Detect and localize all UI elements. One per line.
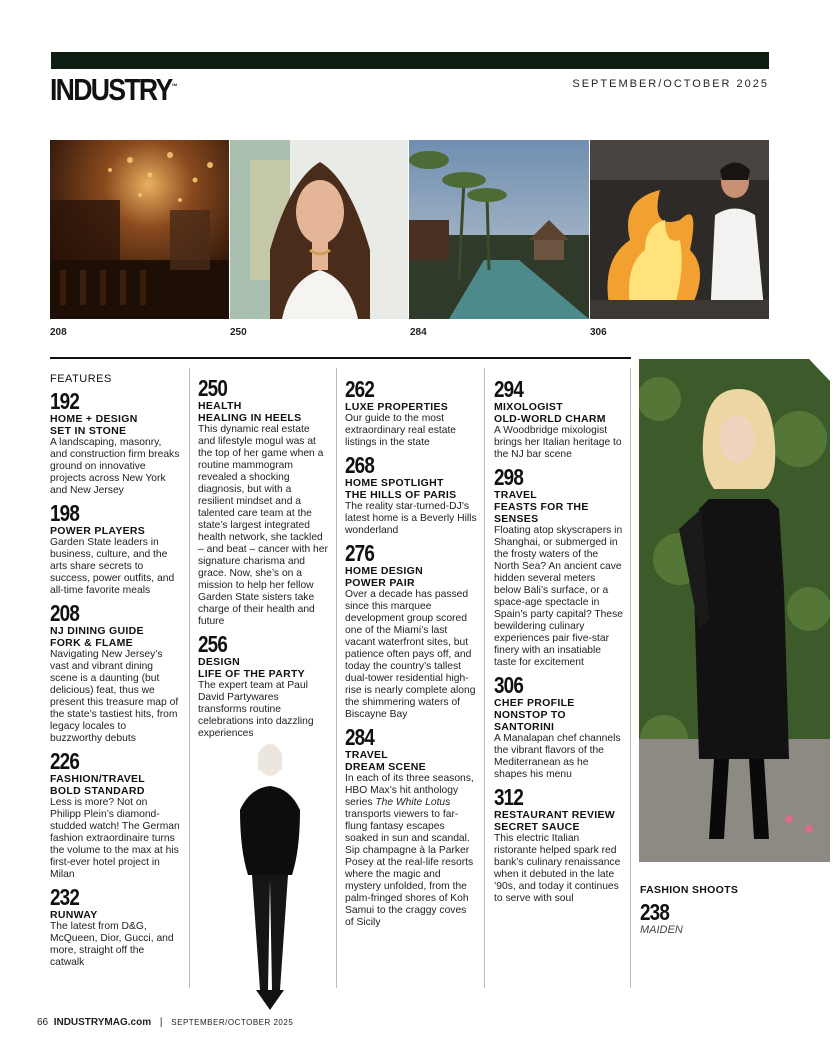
toc-entry[interactable] [50, 601, 180, 745]
toc-column-3 [345, 373, 477, 931]
toc-entry[interactable] [345, 541, 477, 721]
entry-description: A Manalapan chef channels the vibrant flavors of the Mediterranean as he shapes his menu [494, 733, 621, 780]
magazine-logo: INDUSTRY™ [50, 72, 178, 107]
entry-category: FASHION/TRAVEL [50, 773, 146, 785]
entry-title: DREAM SCENE [345, 761, 426, 773]
entry-description: Navigating New Jersey’s vast and vibrant dining scene is a daunting (but delicious) feat, thus we present this treasure map of the state’s tastiest hits, from legacy locales to buzzworthy debuts [50, 649, 179, 744]
entry-title: BOLD STANDARD [50, 785, 145, 797]
toc-entry[interactable] [494, 465, 624, 669]
page-number: 226 [50, 748, 80, 774]
page-number: 262 [345, 376, 375, 402]
toc-column-2 [198, 372, 328, 742]
entry-category: TRAVEL [345, 749, 389, 761]
section-rule [50, 357, 631, 359]
entry-category: NJ DINING GUIDE [50, 625, 144, 637]
page-number: 294 [494, 376, 524, 402]
entry-category: TRAVEL [494, 489, 538, 501]
folio-number: 66 [37, 1017, 49, 1028]
page-number: 232 [50, 884, 80, 910]
photo-page-number: 284 [410, 327, 427, 338]
entry-description: This dynamic real estate and lifestyle mogul was at the top of her game when a routine mammogram revealed a shocking diagnosis, but with a resilient mindset and a talented care team at the state’s largest integrated health network, she tackled – and beat – cancer with her signature charisma and grace. Now, she’s on a mission to help her fellow Garden State sisters take charge of their health and future [198, 424, 328, 627]
entry-title: HEALING IN HEELS [198, 412, 302, 424]
page-number: 268 [345, 452, 375, 478]
entry-title: RUNWAY [50, 909, 98, 921]
toc-entry[interactable] [50, 749, 180, 881]
entry-title: FEASTS FOR THE SENSES [494, 501, 589, 525]
entry-category: HEALTH [198, 400, 242, 412]
toc-entry[interactable] [345, 453, 477, 537]
toc-entry[interactable] [494, 785, 624, 905]
site-link[interactable]: INDUSTRYMAG.com [53, 1017, 152, 1028]
toc-entry[interactable] [50, 501, 180, 597]
footer-issue: SEPTEMBER/OCTOBER 2025 [171, 1018, 294, 1027]
entry-description: The expert team at Paul David Partywares transforms routine celebrations into dazzling experiences [198, 680, 314, 739]
fashion-shoots-label: FASHION SHOOTS [640, 884, 739, 896]
page-number: 276 [345, 540, 375, 566]
photo-page-number: 208 [50, 327, 67, 338]
entry-title: FORK & FLAME [50, 637, 133, 649]
fashion-shoot-photo [639, 359, 830, 862]
page-number: 306 [494, 672, 524, 698]
bar-interior-photo [50, 140, 229, 319]
entry-description: Less is more? Not on Philipp Plein’s diamond-studded watch! The German fashion extraordinaire turns the volume to the max at his first-ever hotel project in Milan [50, 797, 180, 880]
entry-category: HOME SPOTLIGHT [345, 477, 444, 489]
page-number: 256 [198, 631, 228, 657]
entry-title: POWER PAIR [345, 577, 415, 589]
toc-entry[interactable] [494, 673, 624, 781]
toc-entry[interactable] [494, 377, 624, 461]
photo-page-number: 250 [230, 327, 247, 338]
entry-title: POWER PLAYERS [50, 525, 146, 537]
portrait-woman-photo [230, 140, 408, 319]
column-divider [484, 368, 485, 988]
entry-description: A Woodbridge mixologist brings her Italian heritage to the NJ bar scene [494, 425, 622, 460]
entry-category: DESIGN [198, 656, 241, 668]
toc-entry[interactable] [198, 632, 328, 740]
entry-title: SET IN STONE [50, 425, 127, 437]
entry-description: The latest from D&G, McQueen, Dior, Gucci, and more, straight off the catwalk [50, 921, 174, 968]
entry-description: The reality star-turned-DJ’s latest home is a Beverly Hills wonderland [345, 501, 477, 536]
entry-description: Over a decade has passed since this marquee development group scored one of the Miami’s last vacant waterfront sites, but patience often pays off, and today the country’s tallest dual-tower residential high-rise is nearly complete along the shimmering waters of Biscayne Bay [345, 589, 476, 720]
photo-page-number: 306 [590, 327, 607, 338]
entry-title: LUXE PROPERTIES [345, 401, 449, 413]
entry-title[interactable]: MAIDEN [640, 924, 683, 936]
page-number: 198 [50, 500, 80, 526]
entry-title: LIFE OF THE PARTY [198, 668, 305, 680]
page-number: 298 [494, 464, 524, 490]
entry-title: THE HILLS OF PARIS [345, 489, 457, 501]
entry-category: HOME DESIGN [345, 565, 423, 577]
entry-category: MIXOLOGIST [494, 401, 563, 413]
header-bar [51, 52, 769, 69]
toc-entry[interactable] [345, 377, 477, 449]
page-number: 208 [50, 600, 80, 626]
page-number: 192 [50, 388, 80, 414]
page-number: 284 [345, 724, 375, 750]
toc-entry[interactable] [198, 376, 328, 628]
page-number: 250 [198, 375, 228, 401]
entry-description: A landscaping, masonry, and construction firm breaks ground on innovative projects across New York and New Jersey [50, 437, 180, 496]
toc-entry[interactable] [345, 725, 477, 929]
fashion-model-photo [230, 740, 310, 1015]
entry-title: CHEF PROFILE [494, 697, 575, 709]
entry-title: RESTAURANT REVIEW [494, 809, 615, 821]
entry-description: Our guide to the most extraordinary real estate listings in the state [345, 413, 457, 448]
entry-description: Garden State leaders in business, culture, and the arts share secrets to success, power outfits, and all-time favorite meals [50, 537, 175, 596]
page-number: 312 [494, 784, 524, 810]
footer-separator: | [159, 1017, 163, 1028]
resort-pool-photo [409, 140, 589, 319]
toc-column-4 [494, 373, 624, 907]
entry-description: This electric Italian ristorante helped spark red bank’s culinary renaissance when it debuted in the late ’90s, and today it continues to serve with soul [494, 833, 621, 904]
page-footer [37, 1017, 293, 1028]
entry-category: HOME + DESIGN [50, 413, 138, 425]
entry-subtitle: SECRET SAUCE [494, 821, 580, 833]
column-divider [630, 368, 631, 988]
toc-entry[interactable] [50, 885, 180, 969]
page-number: 238 [640, 899, 670, 925]
entry-subtitle: NONSTOP TO SANTORINI [494, 709, 566, 733]
toc-entry[interactable] [50, 389, 180, 497]
column-divider [189, 368, 190, 988]
chef-flambe-photo [590, 140, 769, 319]
entry-title: OLD-WORLD CHARM [494, 413, 606, 425]
entry-description: Floating atop skyscrapers in Shanghai, or submerged in the frosty waters of the North Sea? An ancient cave hidden several meters below Bali’s surface, or a space-age spectacle in Spain’s party capital? These bewildering culinary experiences pair five-star finery with an insatiable taste for excitement [494, 525, 623, 668]
issue-date: SEPTEMBER/OCTOBER 2025 [572, 78, 769, 90]
toc-column-1 [50, 373, 180, 971]
column-divider [336, 368, 337, 988]
entry-description: In each of its three seasons, HBO Max’s hit anthology series The White Lotus transports viewers to far-flung fantasy escapes soaked in sun and scandal. Sip champagne à la Parker Posey at the real-life resorts where the magic and mystery unfolded, from the palm-fringed shores of Koh Samui to the craggy coves of Sicily [345, 773, 474, 928]
section-heading: FEATURES [50, 373, 112, 385]
